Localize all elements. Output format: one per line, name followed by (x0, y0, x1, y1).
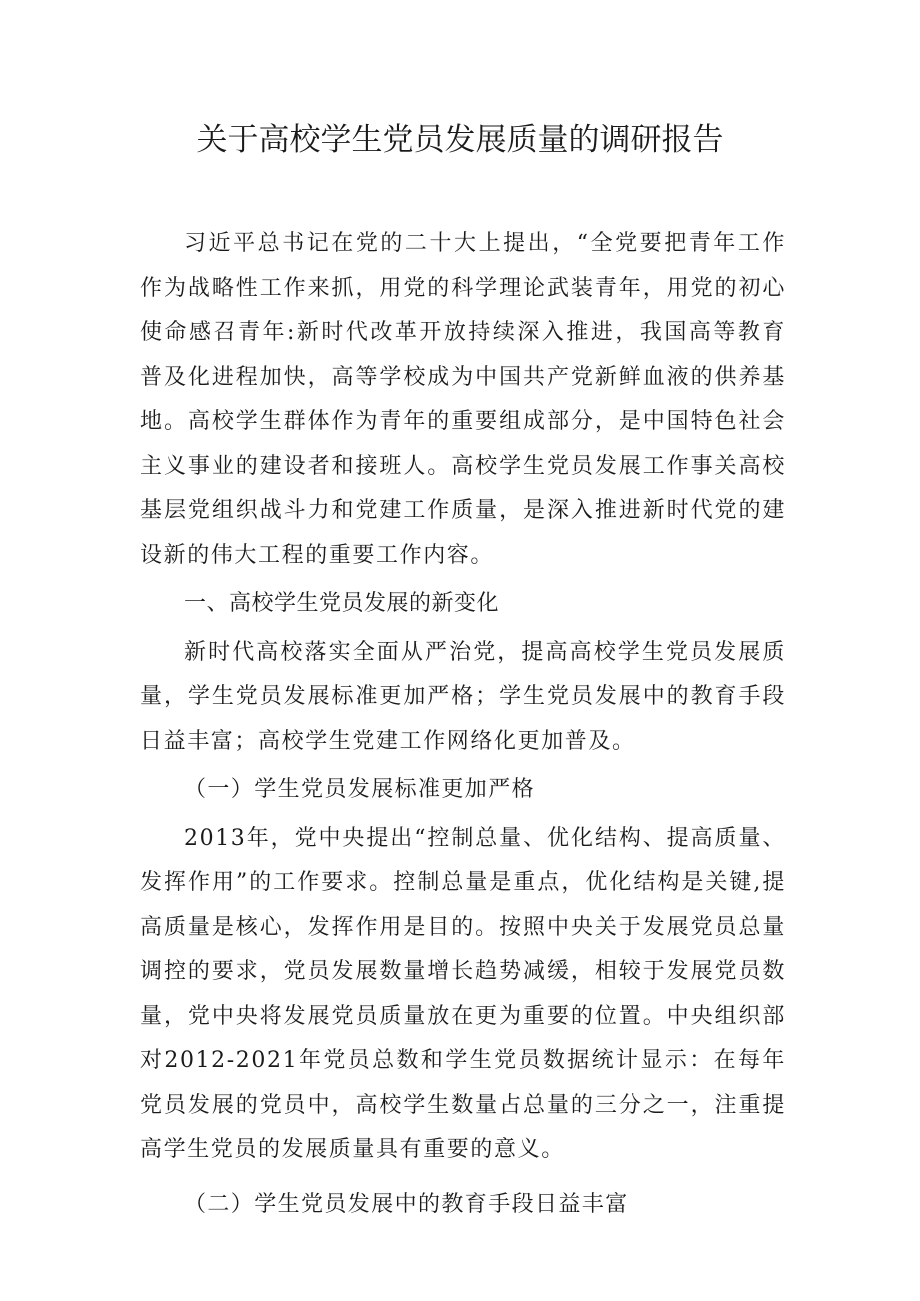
document-body (140, 222, 786, 1227)
spacer (140, 1173, 786, 1183)
section-heading-1: 一、高校学生党员发展的新变化 (184, 591, 500, 616)
subsection-heading-2: （二）学生党员发展中的教育手段日益丰富 (184, 1191, 629, 1217)
document-title: 关于高校学生党员发展质量的调研报告 (196, 122, 724, 158)
intro-paragraph: 习近平总书记在党的二十大上提出，“全党要把青年工作作为战略性工作来抓，用党的科学理论武装青年，用党的初心使命感召青年:新时代改革开放持续深入推进，我国高等教育普及化进程加快，高等学校成为中国共产党新鲜血液的供养基地。高校学生群体作为青年的重要组成部分，是中国特色社会主义事业的建设者和接班人。高校学生党员发展工作事关高校基层党组织战斗力和党建工作质量，是深入推进新时代党的建设新的伟大工程的重要工作内容。 (140, 231, 786, 568)
subsection-heading-1: （一）学生党员发展标准更加严格 (184, 777, 536, 802)
section-1-paragraph: 新时代高校落实全面从严治党，提高高校学生党员发展质量，学生党员发展标准更加严格；学生党员发展中的教育手段日益丰富；高校学生党建工作网络化更加普及。 (140, 639, 786, 754)
subsection-1-paragraph: 2013年，党中央提出“控制总量、优化结构、提高质量、发挥作用”的工作要求。控制总量是重点，优化结构是关键,提高质量是核心，发挥作用是目的。按照中央关于发展党员总量调控的要求，党员发展数量增长趋势减缓，相较于发展党员数量，党中央将发展党员质量放在更为重要的位置。中央组织部对2012-2021年党员总数和学生党员数据统计显示：在每年党员发展的党员中，高校学生数量占总量的三分之一，注重提高学生党员的发展质量具有重要的意义。 (140, 825, 786, 1162)
